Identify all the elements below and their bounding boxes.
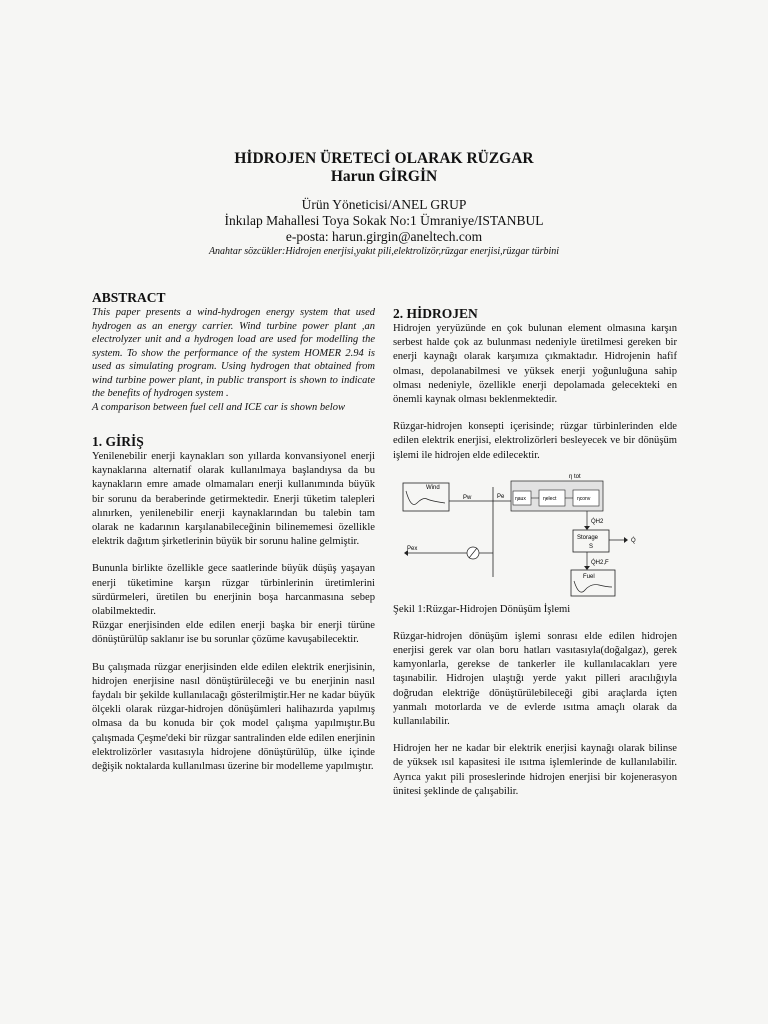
author-address: İnkılap Mahallesi Toya Sokak No:1 Ümraniye/ISTANBUL	[224, 213, 544, 228]
q-fuel-label: Q̇H2,F	[591, 559, 609, 566]
left-column	[92, 290, 375, 774]
author-role: Ürün Yöneticisi/ANEL GRUP	[301, 197, 467, 212]
hidrojen-paragraph-4: Hidrojen her ne kadar bir elektrik enerjisi kaynağı olarak bilinse de yüksek ısıl kapasitesi ile ısıtma işlemlerinde de kullanılabilir. Ayrıca yakıt pili proseslerinde hidrojen enerjisi bir kojenerasyon ünitesi şeklinde de çalışabilir.	[393, 743, 677, 797]
giris-paragraph-1: Yenilenebilir enerji kaynakları son yıllarda konvansiyonel enerji kaynaklarına alternatif olarak kullanılmaya başlandıysa da bu kaynakların emre amade olmamaları enerji kullanımında büyük bir sorunu da beraberinde getirmektedir. Enerji tüketim talepleri alınırken, yenilenebilir enerji kaynaklarından bu talebin tam olarak ne kadarının karşılanabileceğinin bilinememesi özellikle elektrik dağıtım şirketlerinin büyük bir sorunu haline gelmiştir.	[92, 451, 375, 548]
hidrojen-paragraph-3: Rüzgar-hidrojen dönüşüm işlemi sonrası elde edilen hidrojen enerjisi gerek var olan boru hatları vasıtasıyla(doğalgaz), gerek kamyonlarla, gerekse de tankerler ile kullanılacakları yere taşınabilir. Hidrojen ulaştığı yerde yakıt pilleri aracılığıyla doğrudan elektriğe dönüştürülebileceği gibi araçlarda içten yanmalı motorlarda ve de evlerde ısıtma amaçlı olarak da kullanılabilir.	[393, 630, 677, 728]
aux-label: ηaux	[515, 495, 526, 502]
right-column	[393, 306, 677, 799]
pex-label: Pex	[407, 545, 418, 552]
section-heading-hidrojen: 2. HİDROJEN	[393, 306, 478, 321]
qh2-label: Q̇H2	[591, 518, 604, 525]
giris-paragraph-4: Bu çalışmada rüzgar enerjisinden elde edilen elektrik enerjisinin, hidrojen enerjisine nasıl dönüştürüleceği ve bu enerjinin nasıl faydalı bir şekilde kullanılacağı gösterilmiştir.Her ne kadar büyük ölçekli olarak rüzgar-hidrojen dönüşümleri halihazırda yapılmış olmasa da bu konuda bir çok model çalışma yapılmıştır.Bu çalışmada Çeşme'deki bir rüzgar santralinden elde edilen enerjinin elektrolizörler vasıtasıyla hidrojene dönüştürülüp, ülke içinde değişik noktalarda kullanılması üzerine bir modelleme yapılmıştır.	[92, 661, 375, 773]
pw-label: Pw	[463, 494, 472, 501]
section-heading-giris: 1. GİRİŞ	[92, 434, 144, 449]
paper-title: HİDROJEN ÜRETECİ OLARAK RÜZGAR	[234, 150, 534, 167]
fuel-label: Fuel	[583, 573, 595, 580]
author-email: e-posta: harun.girgin@aneltech.com	[285, 229, 483, 244]
figure-wind-hydrogen-diagram	[393, 473, 677, 597]
wind-curve	[406, 491, 445, 505]
abstract-text-2: A comparison between fuel cell and ICE car is shown below	[92, 401, 345, 413]
electrolyzer-label: ηelect	[543, 495, 557, 502]
hidrojen-paragraph-2: Rüzgar-hidrojen konsepti içerisinde; rüzgar türbinlerinden elde edilen elektrik enerjisi, elektrolizörleri besleyecek ve bir dönüşüm işlemi ile hidrojen elde edilecektir.	[393, 421, 677, 461]
converter-label: ηconv	[577, 495, 591, 502]
abstract-heading: ABSTRACT	[92, 290, 166, 305]
storage-label: Storage	[577, 534, 599, 541]
wind-label: Wind	[426, 484, 440, 491]
abstract-text: This paper presents a wind-hydrogen energy system that used hydrogen as an energy carrier. Wind turbine power plant ,an electrolyzer unit and a hydrogen load are used for modelling the system. To show the performance of the system HOMER 2.94 is used as simulating program. Using hydrogen that obtained from wind turbine power plant, in public transport is shown to indicate the benefits of hydrogen system .	[92, 307, 375, 399]
figure-caption: Şekil 1:Rüzgar-Hidrojen Dönüşüm İşlemi	[393, 603, 571, 615]
hidrojen-paragraph-1: Hidrojen yeryüzünde en çok bulunan element olmasına karşın serbest halde çok az bulunması nedeniyle üretilmesi gereken bir enerji kaynağı olarak karşımıza çıkmaktadır. Hidrojenin hafif olması, depolanabilmesi ve yüksek enerji yoğunluğuna sahip olması nedeniyle, özellikle enerji depolamada gelecekteki en önemli kaynak olması beklenmektedir.	[393, 323, 677, 406]
storage-sub-label: S	[589, 543, 594, 550]
eta-total-label: η tot	[569, 473, 581, 480]
q-out-label: Q̇	[631, 537, 636, 544]
giris-paragraph-2: Bununla birlikte özellikle gece saatlerinde büyük düşüş yaşayan enerji tüketimine karşın rüzgar türbinlerinin üretimlerini sürdürmeleri, üretilen bu enerjinin boşa harcanmasına sebep olabilmektedir.	[92, 563, 375, 618]
keywords: Anahtar sözcükler:Hidrojen enerjisi,yakıt pili,elektrolizör,rüzgar enerjisi,rüzgar türbini	[208, 246, 560, 257]
author-name: Harun GİRGİN	[330, 168, 438, 185]
title-block	[0, 150, 768, 258]
giris-paragraph-3: Rüzgar enerjisinden elde edilen enerji başka bir enerji türüne dönüştürülüp saklanır ise bu sorunlar çözüme kavuşabilecektir.	[92, 620, 375, 646]
fuel-curve	[574, 581, 612, 592]
pe-label: Pe	[497, 493, 505, 500]
